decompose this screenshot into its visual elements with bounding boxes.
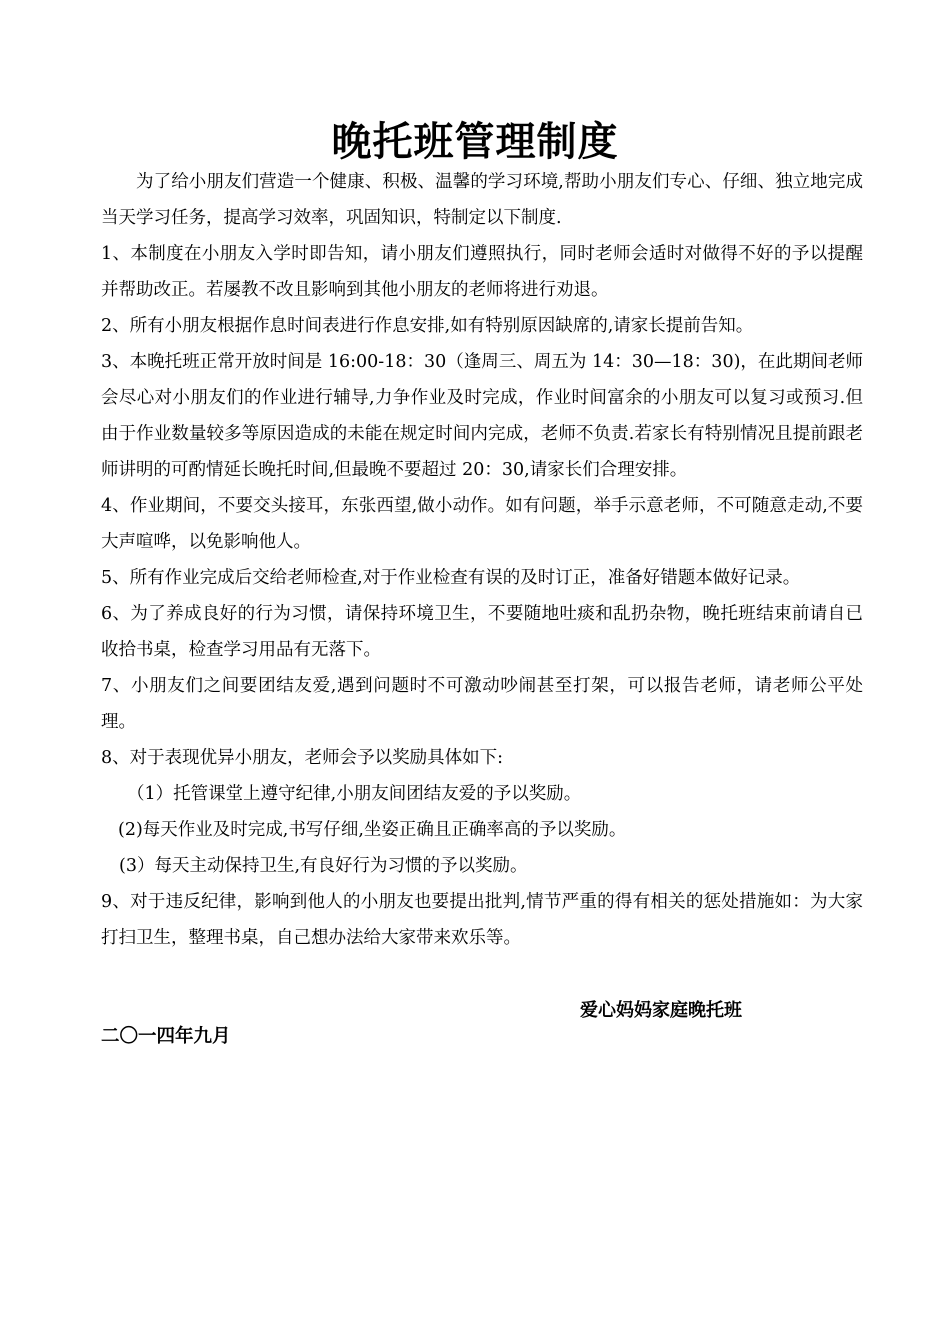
rule-5: 5、所有作业完成后交给老师检查,对于作业检查有误的及时订正，准备好错题本做好记录。 (101, 568, 801, 588)
rule-8: 8、对于表现优异小朋友，老师会予以奖励具体如下: (101, 748, 504, 768)
reward-item-1: （1）托管课堂上遵守纪律,小朋友间团结友爱的予以奖励。 (127, 784, 582, 804)
document-date: 二〇一四年九月 (101, 1026, 231, 1047)
reward-item-2: (2)每天作业及时完成,书写仔细,坐姿正确且正确率高的予以奖励。 (118, 820, 627, 840)
intro-paragraph: 为了给小朋友们营造一个健康、积极、温馨的学习环境,帮助小朋友们专心、仔细、独立地完成当天学习任务，提高学习效率，巩固知识，特制定以下制度. (101, 172, 863, 228)
rule-4: 4、作业期间，不要交头接耳，东张西望,做小动作。如有问题，举手示意老师，不可随意走动,不要大声喧哗，以免影响他人。 (101, 496, 863, 552)
document-title: 晚托班管理制度 (331, 119, 619, 165)
rule-3: 3、本晚托班正常开放时间是 16:00-18：30（逢周三、周五为 14：30—18：30)，在此期间老师会尽心对小朋友们的作业进行辅导,力争作业及时完成，作业时间富余的小朋友可以复习或预习.但由于作业数量较多等原因造成的未能在规定时间内完成，老师不负责.若家长有特别情况且提前跟老师讲明的可酌情延长晚托时间,但最晚不要超过 20：30,请家长们合理安排。 (101, 352, 863, 480)
rule-9: 9、对于违反纪律，影响到他人的小朋友也要提出批判,情节严重的得有相关的惩处措施如：为大家打扫卫生，整理书桌，自己想办法给大家带来欢乐等。 (101, 892, 863, 948)
reward-item-3: (3）每天主动保持卫生,有良好行为习惯的予以奖励。 (119, 856, 528, 876)
rule-1: 1、本制度在小朋友入学时即告知，请小朋友们遵照执行，同时老师会适时对做得不好的予以提醒并帮助改正。若屡教不改且影响到其他小朋友的老师将进行劝退。 (101, 244, 863, 300)
rule-7: 7、小朋友们之间要团结友爱,遇到问题时不可激动吵闹甚至打架，可以报告老师，请老师公平处理。 (101, 676, 863, 732)
document-body (101, 164, 863, 956)
rule-6: 6、为了养成良好的行为习惯，请保持环境卫生，不要随地吐痰和乱扔杂物，晚托班结束前请自已收拾书桌，检查学习用品有无落下。 (101, 604, 863, 660)
rule-2: 2、所有小朋友根据作息时间表进行作息安排,如有特别原因缺席的,请家长提前告知。 (101, 316, 754, 336)
organization-signature: 爱心妈妈家庭晚托班 (580, 1000, 742, 1021)
